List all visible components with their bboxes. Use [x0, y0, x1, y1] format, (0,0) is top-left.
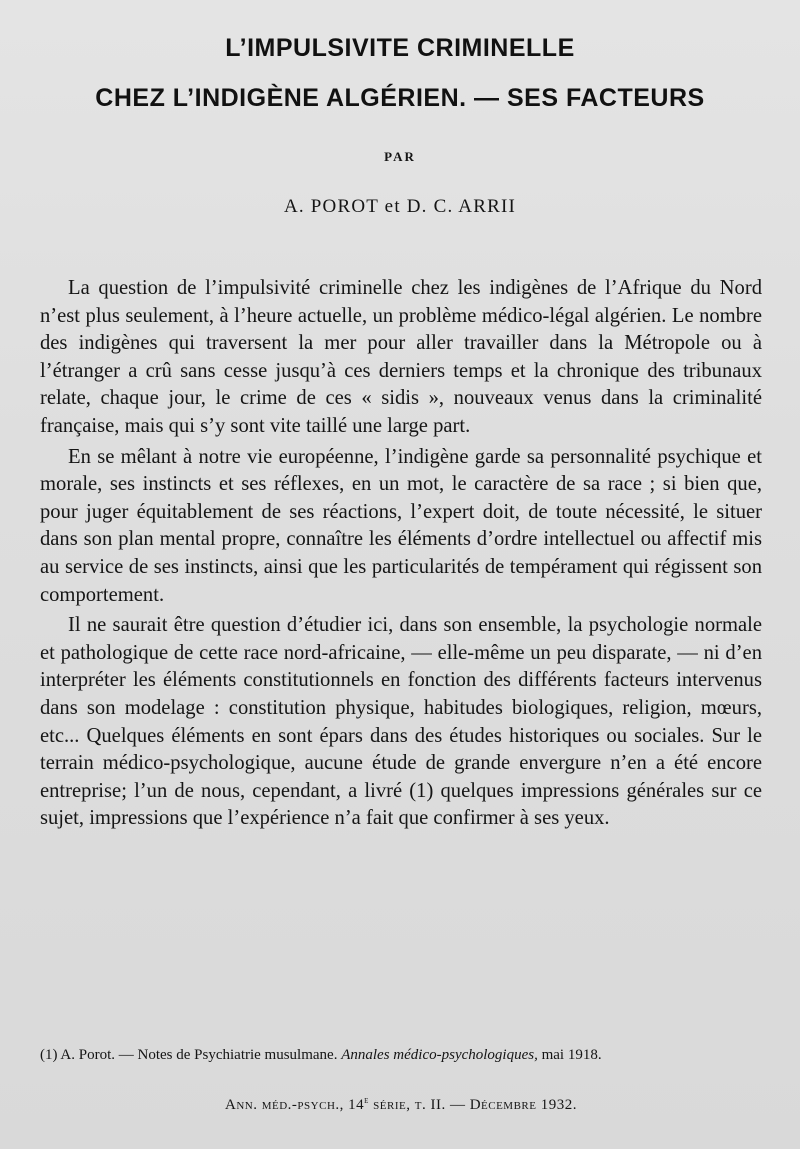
footer-series: série, t. II. — Décembre 1932. — [373, 1097, 577, 1113]
footnote-reference: (1) A. Porot. — Notes de Psychiatrie musulmane. — [40, 1047, 338, 1063]
paragraph: En se mêlant à notre vie européenne, l’indigène garde sa personnalité psychique et morale, ses instincts et ses réflexes, en un mot, le caractère de sa race ; si bien que, pour juger équitablement de ses réactions, l’expert doit, de toute nécessité, le situer dans son plan mental propre, connaître les éléments d’ordre intellectuel ou affectif mis au service de ses instincts, ainsi que les particularités de tempérament qui régissent son comportement. — [40, 445, 762, 606]
footer-journal: Ann. méd.-psych., 14 — [225, 1097, 365, 1113]
article-title-line-1: L’IMPULSIVITE CRIMINELLE — [225, 34, 575, 62]
footer-series-sup: e — [364, 1095, 369, 1106]
footnote — [40, 1045, 762, 1065]
footnote-journal: Annales médico-psychologiques, — [341, 1047, 538, 1063]
byline-par: PAR — [384, 149, 416, 164]
authors: A. POROT et D. C. ARRII — [283, 196, 517, 217]
paragraph: Il ne saurait être question d’étudier ici, dans son ensemble, la psychologie normale et pathologique de cette race nord-africaine, — elle-même un peu disparate, — ni d’en interpréter les éléments constitutionnels en fonction des différents facteurs intervenus dans son modelage : constitution physique, habitudes biologiques, religion, mœurs, etc... Quelques éléments en sont épars dans des études historiques ou sociales. Sur le terrain médico-psychologique, aucune étude de grande envergure n’en a été encore entreprise; l’un de nous, cependant, a livré (1) quelques impressions générales sur ce sujet, impressions que l’expérience n’a fait que confirmer à ses yeux. — [40, 614, 762, 830]
running-footer — [40, 1097, 762, 1114]
article-body — [40, 275, 762, 833]
footnote-date: mai 1918. — [541, 1047, 602, 1063]
article-title-line-2: CHEZ L’INDIGÈNE ALGÉRIEN. — SES FACTEURS — [95, 84, 705, 112]
paragraph: La question de l’impulsivité criminelle chez les indigènes de l’Afrique du Nord n’est plus seulement, à l’heure actuelle, un problème médico-légal algérien. Le nombre des indigènes qui traversent la mer pour aller travailler dans la Métropole ou à l’étranger a crû sans cesse jusqu’à ces derniers temps et la chronique des tribunaux relate, chaque jour, le crime de ces « sidis », nouveaux venus dans la criminalité française, mais qui s’y sont vite taillé une large part. — [40, 277, 762, 437]
